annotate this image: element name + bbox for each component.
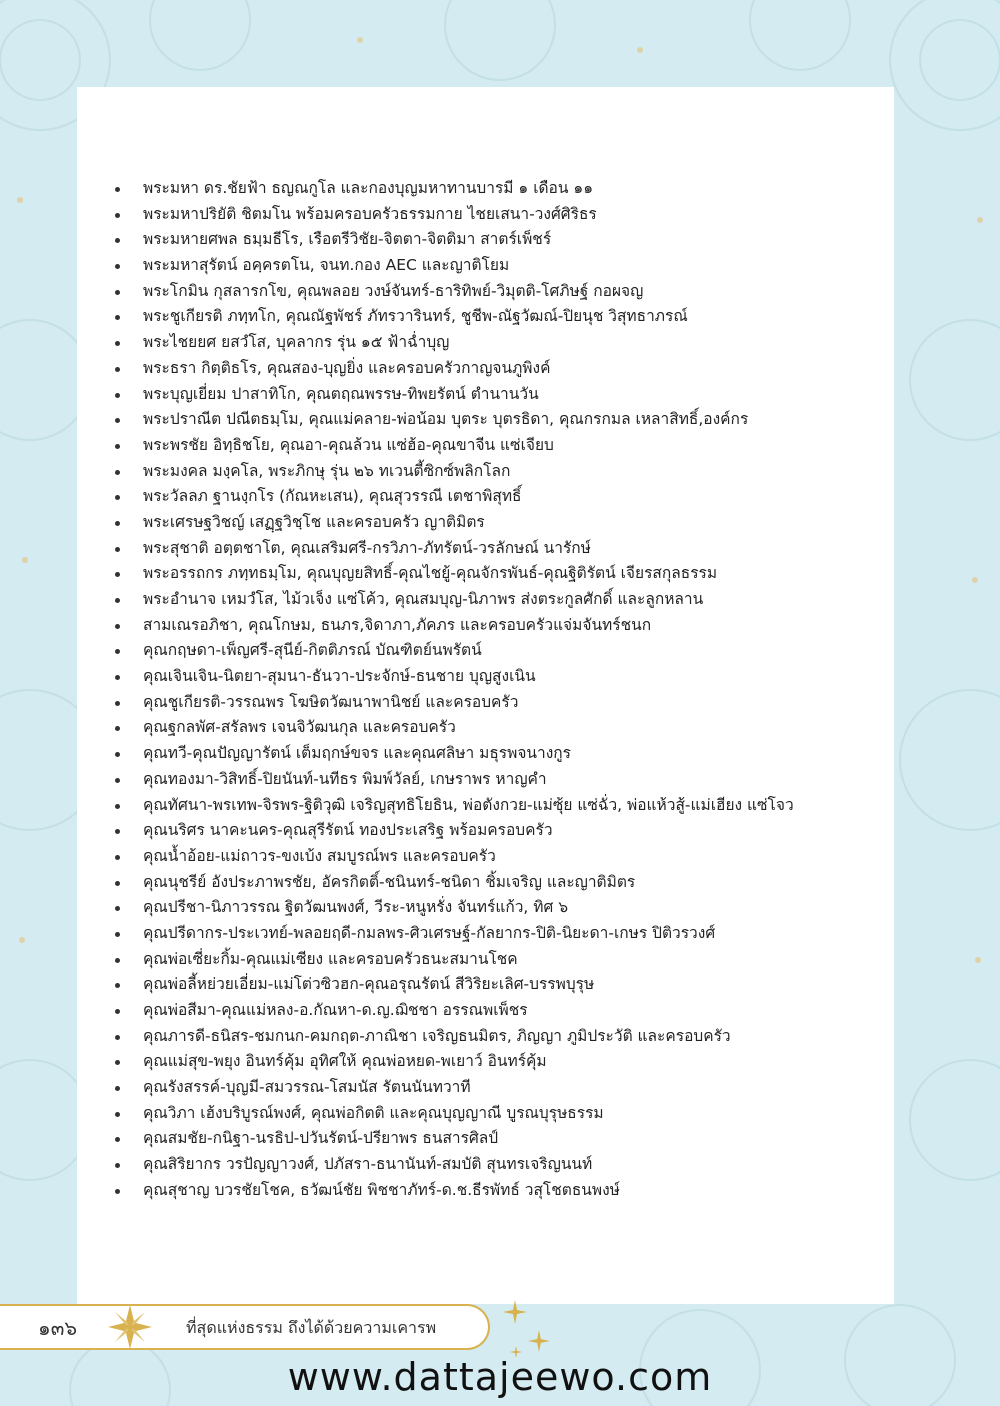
list-item	[77, 356, 877, 382]
list-item-text: คุณทัศนา-พรเทพ-จิรพร-ฐิติวุฒิ เจริญสุทธิโยธิน, พ่อตังกวย-แม่ซุ้ย แซ่ฉั่ว, พ่อแห้วสู้-แม่เฮียง แซ่โจว	[143, 795, 794, 814]
list-item-text: พระธรา กิตฺติธโร, คุณสอง-บุญยิ่ง และครอบครัวกาญจนภูพิงค์	[143, 358, 551, 377]
list-item-text: พระอำนาจ เหมวํโส, ไม้วเจ็ง แซ่โค้ว, คุณสมบุญ-นิภาพร ส่งตระกูลศักดิ์ และลูกหลาน	[143, 590, 704, 608]
list-item	[77, 510, 877, 536]
list-item	[77, 818, 877, 844]
bullet-icon	[115, 726, 120, 731]
bullet-icon	[115, 547, 120, 552]
book-title: ที่สุดแห่งธรรม ถึงได้ด้วยความเคารพ	[186, 1318, 437, 1337]
bullet-icon	[115, 315, 120, 320]
list-item-text: คุณภารดี-ธนิสร-ชมกนก-คมกฤต-ภาณิชา เจริญธนมิตร, ภิญญา ภูมิประวัติ และครอบครัว	[143, 1026, 731, 1045]
list-item-text: คุณฐกลพัศ-สรัลพร เจนจิวัฒนกุล และครอบครัว	[143, 718, 456, 737]
list-item-text: คุณวิภา เฮ้งบริบูรณ์พงศ์, คุณพ่อกิตติ และคุณบุญญาณี บูรณบุรุษธรรม	[143, 1103, 604, 1122]
list-item	[77, 1152, 877, 1178]
bullet-icon	[115, 701, 120, 706]
list-item-text: คุณปรีดากร-ประเวทย์-พลอยฤดี-กมลพร-ศิวเศรษฐ์-กัลยากร-ปิติ-นิยะดา-เกษร ปิติวรวงศ์	[143, 923, 716, 942]
list-item	[77, 176, 877, 202]
bullet-icon	[115, 1112, 120, 1117]
list-item	[77, 587, 877, 613]
list-item	[77, 227, 877, 253]
bullet-icon	[115, 341, 120, 346]
list-item	[77, 793, 877, 819]
list-item-text: พระมงคล มงฺคโล, พระภิกษุ รุ่น ๒๖ ทเวนตี้ซิกซ์พลิกโลก	[143, 461, 511, 480]
list-item-text: คุณพ่อสีมา-คุณแม่หลง-อ.กัณหา-ด.ญ.ฌิชชา อรรณพเพ็ชร	[143, 1001, 528, 1019]
list-item	[77, 998, 877, 1024]
list-item-text: พระมหาปริยัติ ชิตมโน พร้อมครอบครัวธรรมกาย ไชยเสนา-วงศ์ศิริธร	[143, 204, 597, 223]
list-item	[77, 638, 877, 664]
list-item	[77, 304, 877, 330]
bullet-icon	[115, 187, 120, 192]
list-item	[77, 972, 877, 998]
bullet-icon	[115, 572, 120, 577]
bullet-icon	[115, 598, 120, 603]
list-item-text: พระปราณีต ปณีตธมฺโม, คุณแม่คลาย-พ่อน้อม บุตระ บุตรธิดา, คุณกรกมล เหลาสิทธิ์,องค์กร	[143, 410, 749, 429]
list-item-text: พระวัลลภ ฐานงฺกโร (กัณหะเสน), คุณสุวรรณี เตชาพิสุทธิ์	[143, 487, 522, 506]
list-item-text: คุณพ่อลี้หย่วยเอี่ยม-แม่โต่วซิวฮก-คุณอรุณรัตน์ สีวิริยะเลิศ-บรรพบุรุษ	[143, 975, 595, 994]
list-item-text: พระชูเกียรติ ภทฺทโก, คุณณัฐพัชร์ ภัทรวารินทร์, ชูชีพ-ณัฐวัฒณ์-ปิยนุช วิสุทธาภรณ์	[143, 307, 688, 326]
list-item	[77, 561, 877, 587]
bullet-icon	[115, 418, 120, 423]
list-item	[77, 1126, 877, 1152]
list-item	[77, 895, 877, 921]
bullet-icon	[115, 521, 120, 526]
list-item	[77, 536, 877, 562]
page-number: ๑๓๖	[38, 1316, 78, 1340]
bullet-icon	[115, 290, 120, 295]
list-item-text: คุณกฤษดา-เพ็ญศรี-สุนีย์-กิตติภรณ์ บัณฑิตย์นพรัตน์	[143, 641, 482, 660]
list-item	[77, 407, 877, 433]
list-item	[77, 1075, 877, 1101]
bullet-icon	[115, 829, 120, 834]
list-item	[77, 921, 877, 947]
bullet-icon	[115, 1060, 120, 1065]
list-item	[77, 715, 877, 741]
bullet-icon	[115, 624, 120, 629]
list-item-text: คุณแม่สุข-พยุง อินทร์คุ้ม อุทิศให้ คุณพ่อหยด-พเยาว์ อินทร์คุ้ม	[143, 1052, 547, 1071]
list-item-text: คุณเจินเจิน-นิตยา-สุมนา-ธันวา-ประจักษ์-ธนชาย บุญสูงเนิน	[143, 667, 536, 686]
list-item	[77, 664, 877, 690]
list-item-text: พระอรรถกร ภทฺทธมฺโม, คุณบุญยสิทธิ์-คุณไชยู้-คุณจักรพันธ์-คุณฐิติรัตน์ เจียรสกุลธรรม	[143, 564, 718, 583]
list-item	[77, 484, 877, 510]
list-item	[77, 330, 877, 356]
list-item-text: สามเณรอภิชา, คุณโกษม, ธนภร,จิดาภา,ภัคภร และครอบครัวแจ่มจันทร์ชนก	[143, 615, 652, 634]
bullet-icon	[115, 855, 120, 860]
bullet-icon	[115, 804, 120, 809]
bullet-icon	[115, 778, 120, 783]
list-item	[77, 613, 877, 639]
list-item	[77, 1178, 877, 1204]
bullet-icon	[115, 495, 120, 500]
list-item-text: คุณนุชรีย์ อังประภาพรชัย, อัครกิตติ์-ชนินทร์-ชนิดา ชิ้มเจริญ และญาติมิตร	[143, 872, 636, 891]
list-item	[77, 870, 877, 896]
list-item	[77, 1024, 877, 1050]
list-item-text: คุณน้ำอ้อย-แม่ถาวร-ขงเบ้ง สมบูรณ์พร และครอบครัว	[143, 846, 496, 865]
bullet-icon	[115, 213, 120, 218]
bullet-icon	[115, 393, 120, 398]
bullet-icon	[115, 444, 120, 449]
list-item-text: พระบุญเยี่ยม ปาสาทิโก, คุณตฤณพรรษ-ทิพยรัตน์ ตำนานวัน	[143, 384, 539, 403]
list-item	[77, 844, 877, 870]
bullet-icon	[115, 264, 120, 269]
list-item	[77, 741, 877, 767]
bullet-icon	[115, 932, 120, 937]
list-item-text: คุณสุชาญ บวรชัยโชค, ธวัฒน์ชัย พิชชาภัทร์-ด.ช.ธีรพัทธ์ วสุโชตธนพงษ์	[143, 1180, 620, 1199]
list-item-text: คุณชูเกียรติ-วรรณพร โฆษิตวัฒนาพานิชย์ และครอบครัว	[143, 692, 519, 711]
list-item-text: พระสุชาติ อตฺตชาโต, คุณเสริมศรี-กรวิภา-ภัทรัตน์-วรลักษณ์ นารักษ์	[143, 538, 591, 557]
list-item	[77, 1101, 877, 1127]
bullet-icon	[115, 983, 120, 988]
list-item	[77, 947, 877, 973]
list-item-text: พระพรชัย อิทฺธิชโย, คุณอา-คุณล้วน แซ่ฮ้อ-คุณขาจีน แซ่เจียบ	[143, 435, 554, 454]
list-item	[77, 459, 877, 485]
bullet-icon	[115, 906, 120, 911]
list-item-text: พระมหาสุรัตน์ อคฺครตโน, จนท.กอง AEC และญาติโยม	[143, 256, 510, 275]
list-item	[77, 1049, 877, 1075]
gold-flower-ornament-icon	[104, 1301, 156, 1353]
list-item-text: พระไชยยศ ยสวํโส, บุคลากร รุ่น ๑๕ ฟ้าฉ่ำบุญ	[143, 333, 450, 352]
list-item-text: คุณทวี-คุณปัญญารัตน์ เต็มฤกษ์ขจร และคุณศลิษา มธุรพจนางกูร	[143, 744, 572, 763]
list-item	[77, 433, 877, 459]
list-item-text: พระเศรษฐวิชญ์ เสฏฺฐวิชฺโช และครอบครัว ญาติมิตร	[143, 512, 485, 531]
list-item-text: พระมหา ดร.ชัยฟ้า ธญณกูโล และกองบุญมหาทานบารมี ๑ เดือน ๑๑	[143, 179, 594, 197]
bullet-icon	[115, 752, 120, 757]
list-item-text: คุณปรีชา-นิภาวรรณ ฐิตวัฒนพงศ์, วีระ-หนูหรั่ง จันทร์แก้ว, ทิศ ๖	[143, 898, 569, 917]
list-item	[77, 690, 877, 716]
list-item	[77, 279, 877, 305]
list-item	[77, 202, 877, 228]
list-item-text: คุณทองมา-วิสิทธิ์-ปิยนันท์-นทีธร พิมพ์วัลย์, เกษราพร หาญคำ	[143, 769, 547, 788]
list-item-text: คุณสมชัย-กนิฐา-นรธิป-ปวันรัตน์-ปรียาพร ธนสารศิลป์	[143, 1129, 499, 1148]
bullet-icon	[115, 1163, 120, 1168]
gold-sparkle-icon	[503, 1300, 527, 1324]
bullet-icon	[115, 1086, 120, 1091]
bullet-icon	[115, 470, 120, 475]
bullet-icon	[115, 1009, 120, 1014]
bullet-icon	[115, 881, 120, 886]
list-item	[77, 767, 877, 793]
footer-tab	[0, 1304, 490, 1350]
list-item-text: คุณพ่อเซี่ยะกิ้ม-คุณแม่เซียง และครอบครัวธนะสมานโชค	[143, 949, 518, 968]
list-item-text: คุณสิริยากร วรปัญญาวงศ์, ปภัสรา-ธนานันท์-สมบัติ สุนทรเจริญนนท์	[143, 1155, 593, 1174]
bullet-icon	[115, 367, 120, 372]
list-item-text: คุณรังสรรค์-บุญมี-สมวรรณ-โสมนัส รัตนนันทวาที	[143, 1078, 471, 1097]
list-item-text: คุณนริศร นาคะนคร-คุณสุรีรัตน์ ทองประเสริฐ พร้อมครอบครัว	[143, 821, 553, 840]
list-item-text: พระโกมิน กุสลารกโข, คุณพลอย วงษ์จันทร์-ธาริทิพย์-วิมุตติ-โศภิษฐ์ กอผจญ	[143, 281, 644, 300]
bullet-icon	[115, 1035, 120, 1040]
website-url: www.dattajeewo.com	[287, 1355, 713, 1399]
bullet-icon	[115, 1189, 120, 1194]
donor-name-list	[77, 176, 877, 1204]
bullet-icon	[115, 675, 120, 680]
bullet-icon	[115, 238, 120, 243]
gold-sparkle-icon	[528, 1330, 550, 1352]
bullet-icon	[115, 1137, 120, 1142]
list-item	[77, 382, 877, 408]
bullet-icon	[115, 649, 120, 654]
bullet-icon	[115, 958, 120, 963]
list-item	[77, 253, 877, 279]
list-item-text: พระมหายศพล ธมฺมธีโร, เรือตรีวิชัย-จิตตา-จิตติมา สาตร์เพ็ชร์	[143, 230, 552, 249]
